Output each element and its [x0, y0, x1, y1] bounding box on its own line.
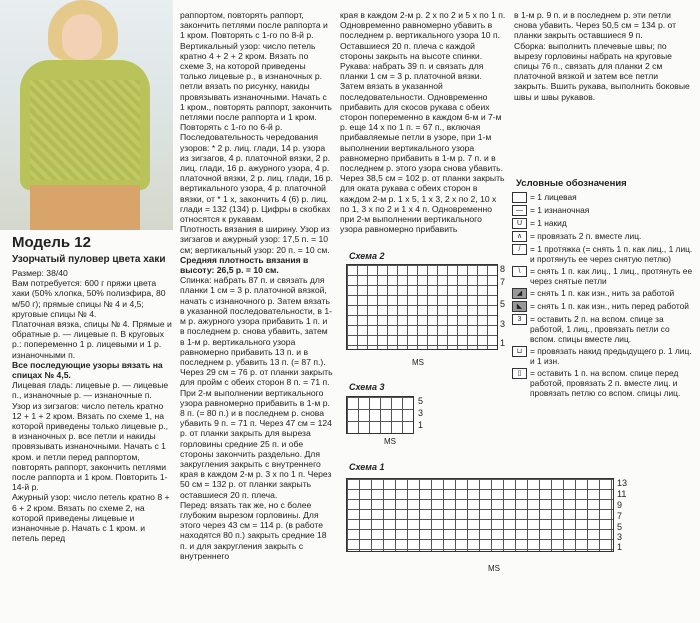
k2tog-symbol: ∧	[512, 231, 527, 242]
legend-item: ◢ = снять 1 п. как изн., нить за работой	[512, 288, 697, 299]
legend-item: = 1 лицевая	[512, 192, 697, 203]
schema1-row-1: 1	[617, 542, 623, 552]
sleeves-paragraph: Рукава: набрать 39 п. и связать для планки 1 см = 3 р. платочной вязки. Затем вязать в указанной последовательности. Одновременно прибавить для скосов рукава с обеих сторон попеременно в каждом 6-м и 7-м р. еще 14 х по 1 п. = 67 п., включая прибавляемые петли в узоре, при 1-м выполнении вертикального узора равномерно прибавить в 1-м р. 7 п. и в последнем р. этого узора снова убавить. Через 38,5 см = 102 р. от планки закрыть для оката рукава с обеих сторон в каждом 2-м р. 1 х 5, 1 х 3, 2 х по 2, 10 х по 1, 3 х по 2 и 1 х 4 п. Одновременно при 2-м выполнении вертикального узора равномерно прибавить	[340, 61, 505, 235]
legend-item: ▯ = оставить 1 п. на вспом. спице перед работой, провязать 2 п. вместе лиц. и провязать петлю со вспом. спицы лиц.	[512, 368, 697, 398]
column-4	[514, 10, 694, 102]
column-2	[180, 10, 333, 561]
needles-paragraph: Все последующие узоры вязать на спицах № 4,5.	[12, 359, 163, 381]
text-p3: в 1-м р. 9 п. и в последнем р. эти петли снова убавить. Через 50,5 см = 134 р. от планки закрыть оставшиеся 9 п.	[514, 10, 677, 41]
schema1-row-3: 3	[617, 532, 623, 542]
schema1-row-13: 13	[617, 478, 628, 488]
legend-item: U = 1 накид	[512, 218, 697, 229]
cable-front-symbol: ▯	[512, 368, 527, 379]
schema2-row-1: 1	[500, 338, 506, 348]
schema2-row-5: 5	[500, 299, 506, 309]
front-paragraph: Перед: вязать так же, но с более глубоким вырезом горловины. Для этого через 43 см = 114 р. (в работе находятся 80 п.) закрыть средние 18 п. и для закругления закрыть с внутреннего	[180, 499, 327, 561]
purl-symbol: —	[512, 205, 527, 216]
model-photo	[0, 0, 173, 230]
double-decrease-symbol: \	[512, 266, 527, 277]
legend-item: \ = снять 1 п. как лиц., 1 лиц., протянуть ее через снятые петли	[512, 266, 697, 286]
yarn-over-symbol: U	[512, 218, 527, 229]
lace-paragraph: Ажурный узор: число петель кратно 8 + 6 + 2 кром. Вязать по схеме 2, на которой приведены лицевые и изнаночные р. Начать с 1 кром. и петель перед	[12, 492, 170, 544]
materials-paragraph: Вам потребуется: 600 г пряжи цвета хаки (50% хлопка, 50% полиэфира, 80 м/50 г); прямые спицы № 4 и 4,5; круговые спицы № 4.	[12, 278, 166, 319]
garter-paragraph: Платочная вязка, спицы № 4. Прямые и обратные р. — лицевые п. В круговых р.: попеременно 1 р. лицевыми и 1 р. изнаночными п.	[12, 319, 172, 360]
column-1	[12, 268, 172, 543]
schema3-row-1: 1	[418, 420, 424, 430]
schema3-row-3: 3	[418, 408, 424, 418]
model-title: Модель 12	[12, 234, 91, 251]
slip-wyif-symbol: ◣	[512, 301, 527, 312]
schema3-grid	[346, 396, 414, 434]
schema1-label: Схема 1	[349, 462, 385, 472]
legend-item: ∧ = провязать 2 п. вместе лиц.	[512, 231, 697, 242]
schema2-row-7: 7	[500, 277, 506, 287]
legend-title: Условные обозначения	[516, 178, 627, 189]
back-paragraph: Спинка: набрать 87 п. и связать для планки 1 см = 3 р. платочной вязкой, начать с изнаночного р. Затем вязать в указанной последовательности, в 1-м р. ажурного узора прибавить 1 п. и в последнем р. снова убавить, затем в 1-м р. вертикального узора равномерно прибавить 13 п. и в последнем р. убавить 13 п. (= 87 п.). Через 29 см = 76 р. от планки закрыть для пройм с обеих сторон 8 п. = 71 п. При 2-м выполнении вертикального узора равномерно прибавить в 1-м р. 8 п. (= 80 п.) и в последнем р. снова убавить 9 п. = 71 п. Через 47 см = 124 р. от планки закрыть для выреза горловины средние 25 п. и обе стороны закончить раздельно. Для закругления закрыть с внутреннего края в каждом 2-м р. 3 х по 1 п. Через 50 см = 132 р. от планки закрыть оставшиеся 20 п. плеча.	[180, 275, 333, 500]
schema1-row-5: 5	[617, 522, 623, 532]
schema2-row-3: 3	[500, 319, 506, 329]
schema3-label: Схема 3	[349, 382, 385, 392]
vertical-paragraph: Вертикальный узор: число петель кратно 4 + 2 + 2 кром. Вязать по схеме 3, на которой приведены только лицевые р., в изнаночных р. петли вязать по рисунку, накиды провязывать изнаночными. Начать с 1 кром., повторять раппорт, закончить петлями после раппорта и 1 кром. Повторять с 1-го по 6-й р.	[180, 40, 332, 133]
zigzag-paragraph: Узор из зигзагов: число петель кратно 12 + 1 + 2 кром. Вязать по схеме 1, на которой приведены только лицевые р., в изнаночных р. все петли и накиды провязывать изнаночными. Начать с 1 кром. и петли перед раппортом, повторять раппорт, закончить петлями после раппорта и 1 кром. Повторить 1-14-й р.	[12, 400, 169, 493]
knit-yo-symbol: ⊔	[512, 346, 527, 357]
text-p1: раппортом, повторять раппорт, закончить петлями после раппорта и 1 кром. Повторять с 1-го по 8-й р.	[180, 10, 328, 41]
legend-item: 3 = оставить 2 п. на вспом. спице за работой, 1 лиц., провязать петли со вспом. спицы вместе лиц.	[512, 314, 697, 344]
schema1-row-9: 9	[617, 500, 623, 510]
slip-wyib-symbol: ◢	[512, 288, 527, 299]
schema3-ms: MS	[384, 437, 396, 446]
gauge-width-paragraph: Плотность вязания в ширину. Узор из зигзагов и ажурный узор: 17,5 п. = 10 см; вертикальный узор: 20 п. = 10 см.	[180, 224, 330, 255]
schema1-ms: MS	[488, 564, 500, 573]
legend	[512, 192, 697, 400]
gauge-height-paragraph: Средняя плотность вязания в высоту: 26,5 р. = 10 см.	[180, 254, 309, 276]
schema2-ms: MS	[412, 358, 424, 367]
legend-item: — = 1 изнаночная	[512, 205, 697, 216]
schema1-grid	[346, 478, 614, 552]
schema2-row-8: 8	[500, 264, 506, 274]
sequence-paragraph: Последовательность чередования узоров: * 2 р. лиц. глади, 14 р. узора из зигзагов, 4 р. платочной вязки, 2 р. лиц. глади, 16 р. ажурного узора, 4 р. платочной вязки, 2 р. лиц. глади, 16 р. вертикального узора, 4 р. платочной вязки, от * 1 х, закончить 4 (6) р. лиц. глади = 132 (134) р. Цифры в скобках относятся к рукавам.	[180, 132, 333, 225]
size-paragraph: Размер: 38/40	[12, 268, 68, 278]
legend-item: ⊔ = провязать накид предыдущего р. 1 лиц. и 1 изн.	[512, 346, 697, 366]
cable-back-symbol: 3	[512, 314, 527, 325]
schema2-label: Схема 2	[349, 251, 385, 261]
stockinette-paragraph: Лицевая гладь: лицевые р. — лицевые п., изнаночные р. — изнаночные п.	[12, 380, 169, 401]
legend-item: / = 1 протяжка (= снять 1 п. как лиц., 1 лиц. и протянуть ее через снятую петлю)	[512, 244, 697, 264]
model-subtitle: Узорчатый пуловер цвета хаки	[12, 254, 166, 265]
text-p2: края в каждом 2-м р. 2 х по 2 и 5 х по 1 п. Одновременно равномерно убавить в последнем р. вертикального узора 10 п. Оставшиеся 20 п. плеча с каждой стороны закрыть на высоте спинки.	[340, 10, 506, 61]
column-3	[340, 10, 506, 234]
ssk-symbol: /	[512, 244, 527, 255]
assembly-paragraph: Сборка: выполнить плечевые швы; по вырезу горловины набрать на круговые спицы 76 п., связать для планки 2 см платочной вязкой и затем все петли закрыть. Вшить рукава, выполнить боковые швы и швы рукавов.	[514, 40, 690, 102]
legend-item: ◣ = снять 1 п. как изн., нить перед работой	[512, 301, 697, 312]
schema2-grid	[346, 264, 498, 350]
schema3-row-5: 5	[418, 396, 424, 406]
schema1-row-7: 7	[617, 511, 623, 521]
schema1-row-11: 11	[617, 489, 627, 499]
knit-symbol	[512, 192, 527, 203]
